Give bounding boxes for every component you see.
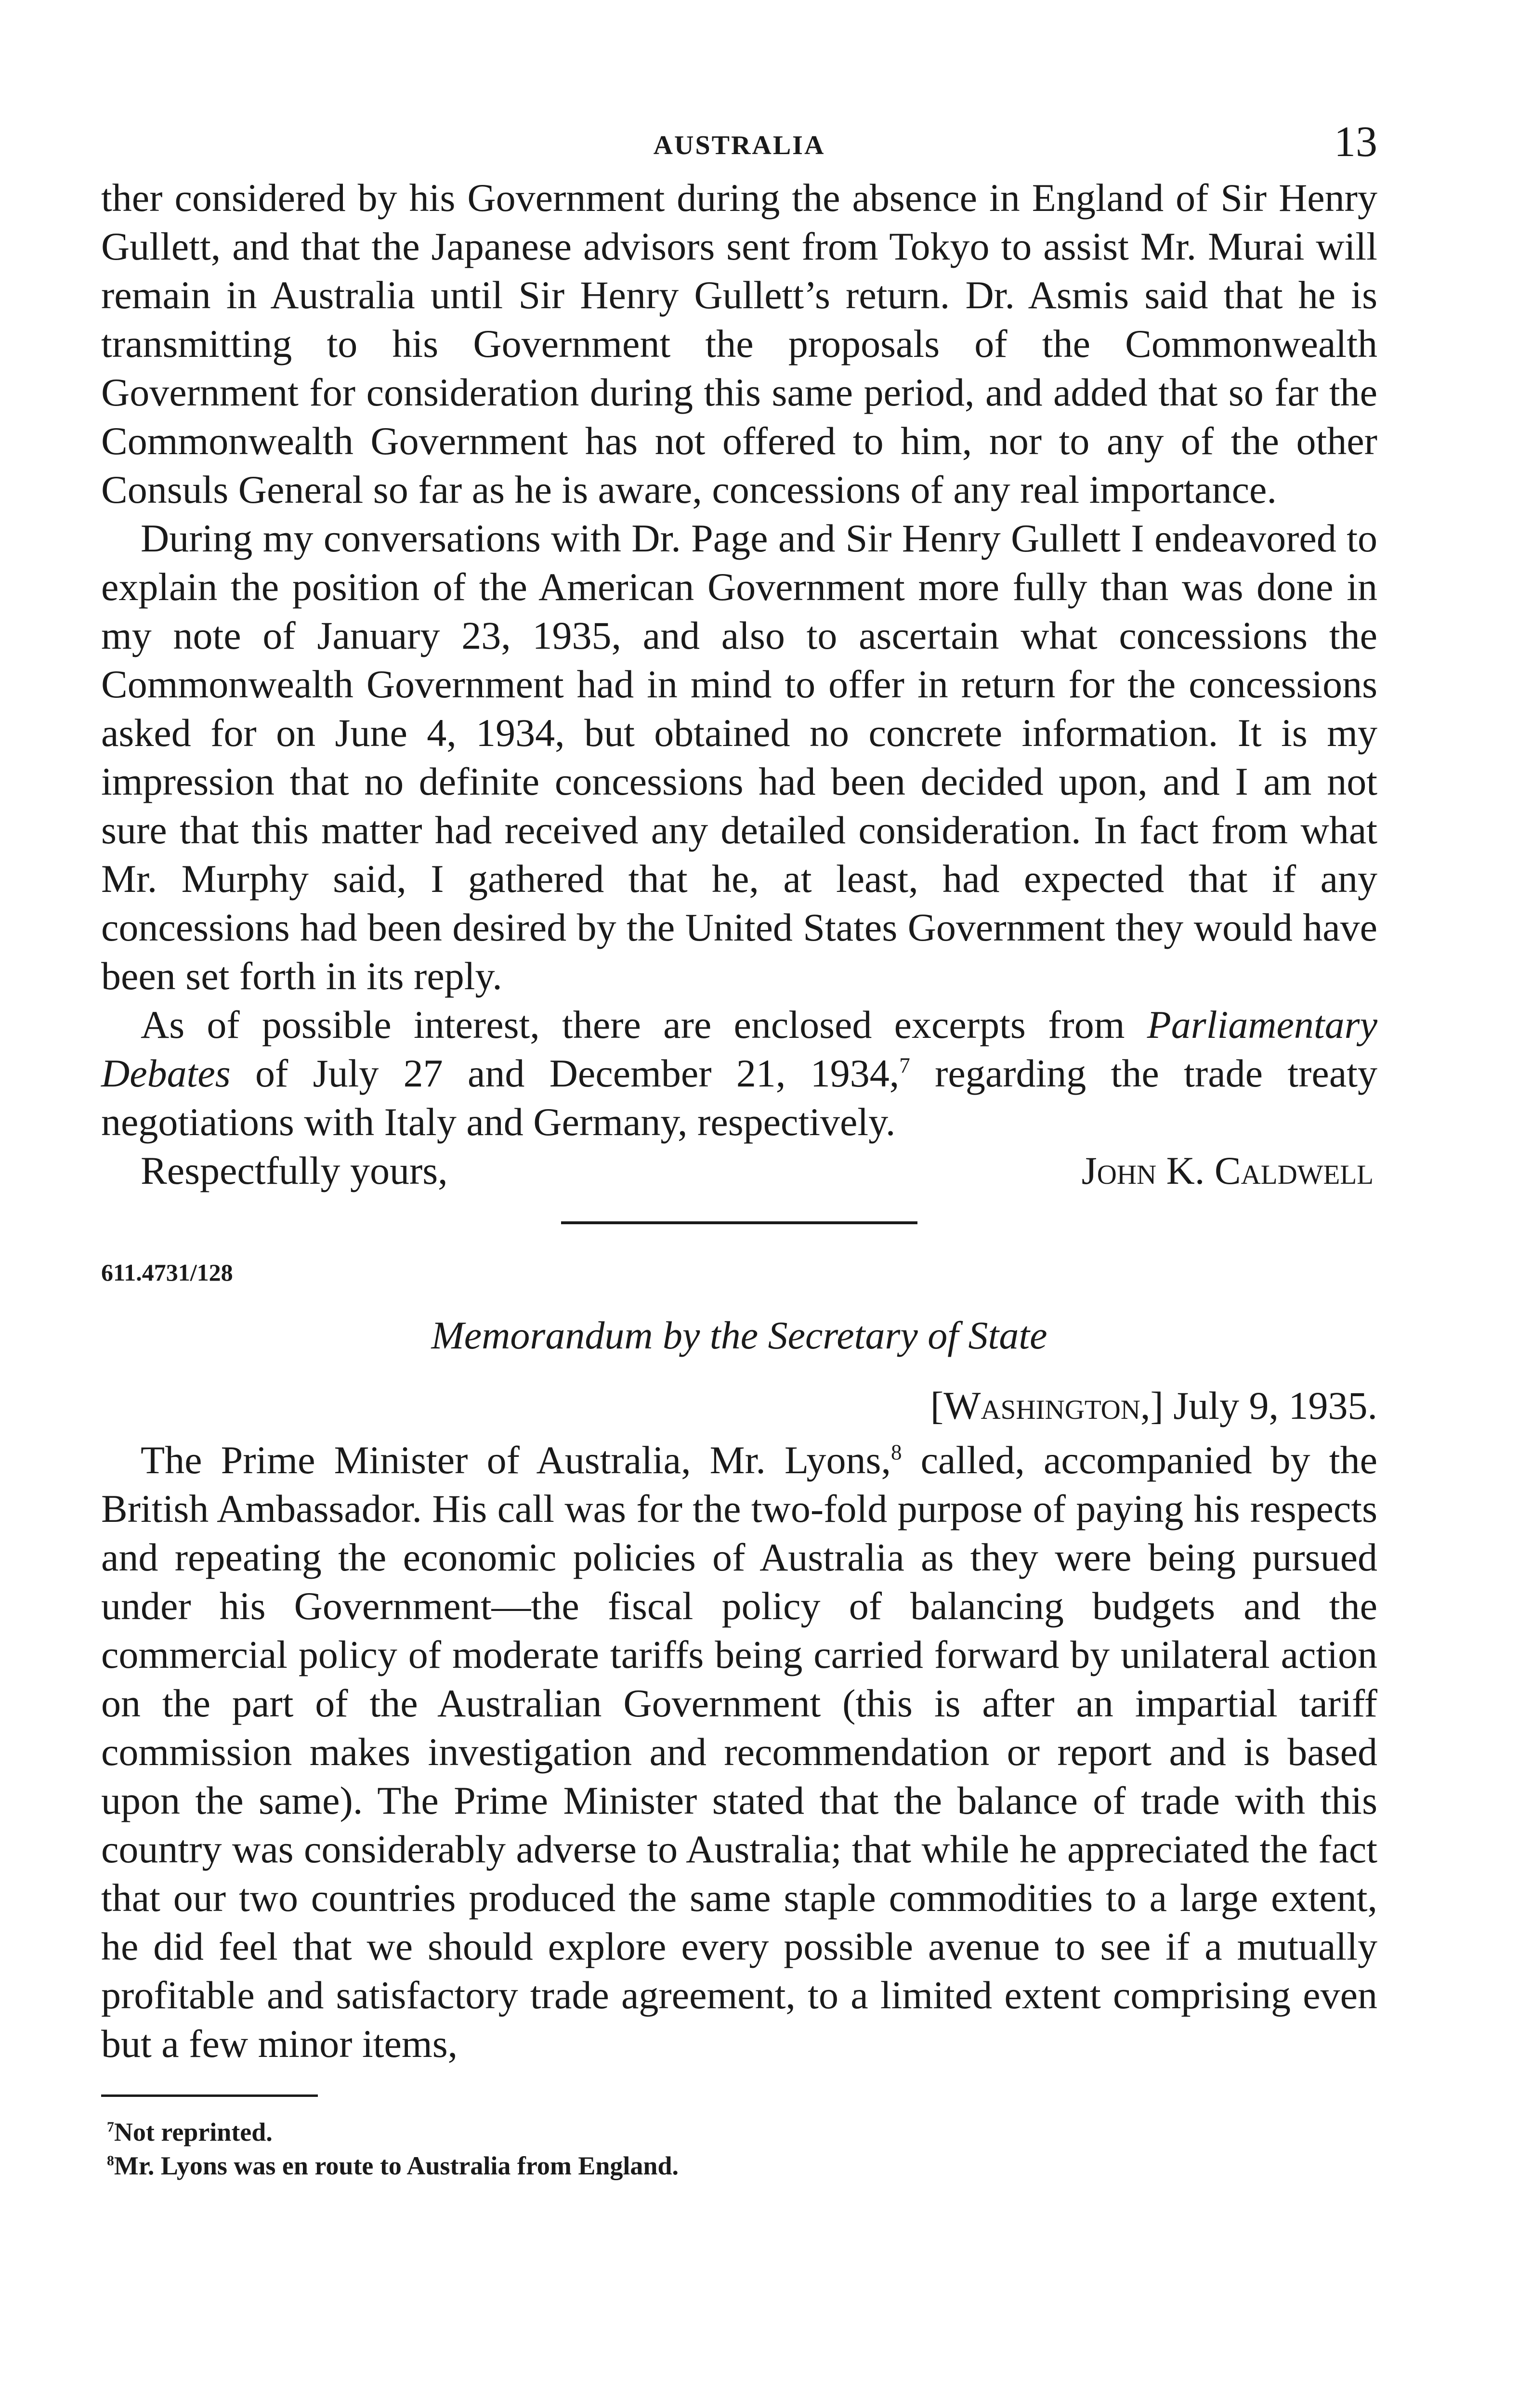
complimentary-close: Respectfully yours, — [141, 1149, 448, 1192]
letter-paragraph-1: ther considered by his Government during the absence in England of Sir Henry Gullett, and that the Japanese advisors sent from Tokyo to assist Mr. Murai will remain in Australia until Sir Henry Gullett’s return. Dr. Asmis said that he is transmitting to his Government the proposals of the Commonwealth Government for consideration during this same period, and added that so far the Commonwealth Government has not offered to him, nor to any of the other Consuls General so far as he is aware, concessions of any real importance. — [101, 176, 1377, 511]
memorandum-title: Memorandum by the Secretary of State — [431, 1313, 1047, 1357]
parliamentary-debates-title: Parliamentary Debates — [101, 1003, 1377, 1095]
memo-text-start: The Prime Minister of Australia, Mr. Lyons, — [141, 1438, 891, 1482]
footnote-text: Mr. Lyons was en route to Australia from England. — [114, 2151, 679, 2180]
running-header — [101, 120, 1377, 173]
memorandum-paragraph — [101, 1436, 1377, 2068]
interest-text-after: regarding the trade treaty negotiations with Italy and Germany, respectively. — [101, 1051, 1377, 1144]
signature: John K. Caldwell — [1081, 1149, 1374, 1192]
dateline-date: July 9, 1935. — [1163, 1384, 1377, 1427]
footnote-rule — [101, 2094, 318, 2097]
letter-paragraph-2: During my conversations with Dr. Page and Sir Henry Gullett I endeavored to explain the position of the American Government more fully than was done in my note of January 23, 1935, and also to ascertain what concessions the Commonwealth Government had in mind to offer in return for the concessions asked for on June 4, 1934, but obtained no concrete information. It is my impression that no definite concessions had been decided upon, and I am not sure that this matter had received any detailed consideration. In fact from what Mr. Murphy said, I gathered that he, at least, had expected that if any concessions had been desired by the United States Government they would have been set forth in its reply. — [101, 516, 1377, 998]
footnote-7 — [101, 2115, 1377, 2149]
footnote-marker: 8 — [107, 2153, 114, 2169]
memo-text-rest: called, accompanied by the British Ambassador. His call was for the two-fold purpose of paying his respects and repeating the economic policies of Australia as they were being pursued under his Government—the fiscal policy of balancing budgets and the commercial policy of moderate tariffs being carried forward by unilateral action on the part of the Australian Government (this is after an impartial tariff commission makes investigation and recommendation or report and is based upon the same). The Prime Minister stated that the balance of trade with this country was considerably adverse to Australia; that while he appreciated the fact that our two countries produced the same staple commodities to a large extent, he did feel that we should explore every possible avenue to see if a mutually profitable and satisfactory trade agreement, to a limited extent comprising even but a few minor items, — [101, 1438, 1377, 2066]
footnote-text: Not reprinted. — [114, 2118, 273, 2146]
dateline-place: Washington, — [943, 1384, 1151, 1427]
interest-text-before: As of possible interest, there are enclosed excerpts from — [141, 1003, 1147, 1047]
section-separator — [561, 1221, 917, 1224]
letter-paragraph-3 — [101, 1000, 1377, 1146]
footnote-ref-7: 7 — [899, 1053, 910, 1078]
file-number: 611.4731/128 — [101, 1259, 233, 1286]
letter-closing — [101, 1146, 1377, 1195]
document-page — [101, 120, 1377, 2183]
footnote-ref-8: 8 — [890, 1440, 902, 1465]
interest-text-middle: of July 27 and December 21, 1934, — [230, 1051, 900, 1095]
footnote-marker: 7 — [107, 2120, 114, 2135]
footnote-8 — [101, 2149, 1377, 2183]
dateline: [Washington,] July 9, 1935. — [930, 1384, 1377, 1427]
running-title: AUSTRALIA — [653, 131, 825, 160]
page-number: 13 — [1334, 118, 1377, 166]
